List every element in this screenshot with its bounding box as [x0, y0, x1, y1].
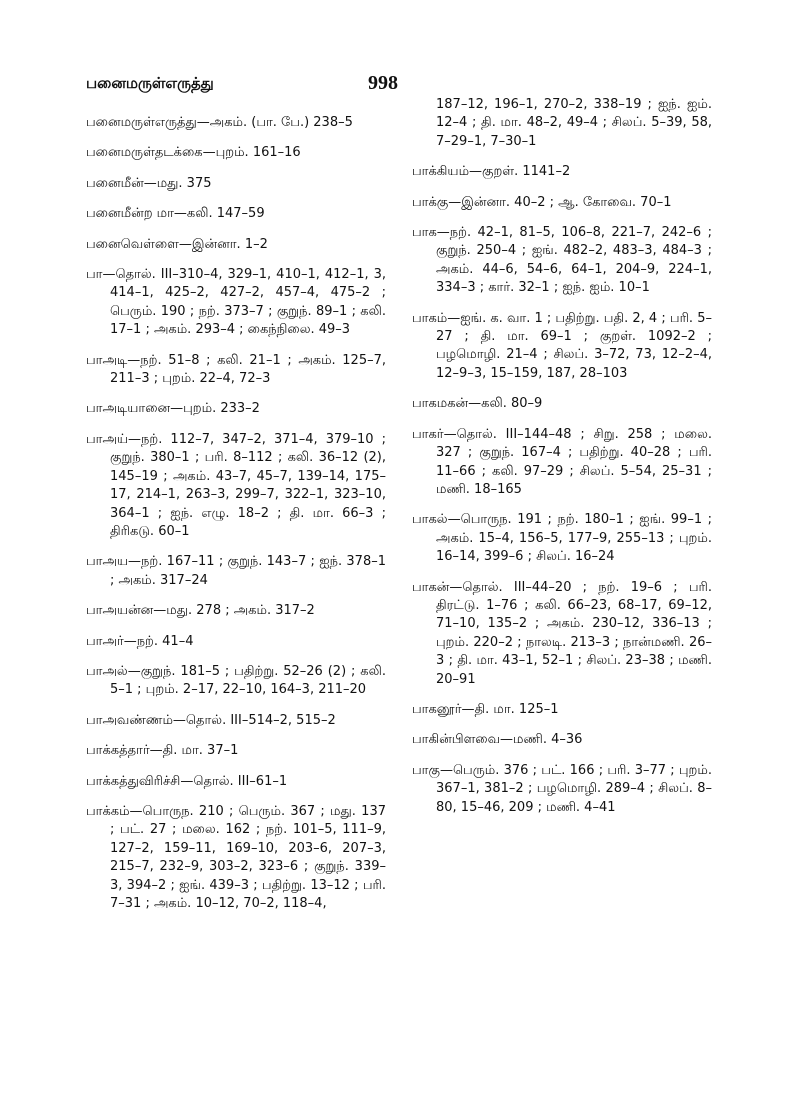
index-entry: பாக்கியம்—குறள். 1141–2 [412, 164, 571, 180]
index-entry: பாக—நற். 42–1, 81–5, 106–8, 221–7, 242–6 ; குறுந். 250–4 ; ஐங். 482–2, 483–3, 484–3 ; அகம். 44–6, 54–6, 64–1, 204–9, 224–1, 334–3 ; கார். 32–1 ; ஐந். ஐம். 10–1 [412, 225, 712, 296]
index-entry: பாஅய—நற். 167–11 ; குறுந். 143–7 ; ஐந். 378–1 ; அகம். 317–24 [86, 554, 386, 588]
index-entry: பாகு—பெரும். 376 ; பட். 166 ; பரி. 3–77 ; புறம். 367–1, 381–2 ; பழமொழி. 289–4 ; சிலப். 8–80, 15–46, 209 ; மணி. 4–41 [412, 762, 712, 815]
index-entry: பாகமகன்—கலி. 80–9 [412, 396, 543, 412]
index-entry: பா—தொல். III–310–4, 329–1, 410–1, 412–1, 3, 414–1, 425–2, 427–2, 457–4, 475–2 ; பெரும். 190 ; நற். 373–7 ; குறுந். 89–1 ; கலி. 17–1 ; அகம். 293–4 ; கைந்நிலை. 49–3 [86, 267, 386, 338]
index-entry: பனைமருள்தடக்கை—புறம். 161–16 [86, 145, 301, 161]
index-entry-continuation: 187–12, 196–1, 270–2, 338–19 ; ஐந். ஐம். 12–4 ; தி. மா. 48–2, 49–4 ; சிலப். 5–39, 58, 7–29–1, 7–30–1 [436, 97, 712, 149]
running-head: பனைமருள்எருத்து [86, 74, 214, 92]
left-column [86, 114, 386, 925]
index-entry: பாஅல்—குறுந். 181–5 ; பதிற்று. 52–26 (2) ; கலி. 5–1 ; புறம். 2–17, 22–10, 164–3, 211–20 [86, 663, 386, 698]
index-entry: பாஅய்—நற். 112–7, 347–2, 371–4, 379–10 ; குறுந். 380–1 ; பரி. 8–112 ; கலி. 36–12 (2), 145–19 ; அகம். 43–7, 45–7, 139–14, 175–17, 214–1, 263–3, 299–7, 322–1, 323–10, 364–1 ; ஐந். எழு. 18–2 ; தி. மா. 66–3 ; திரிகடு. 60–1 [86, 431, 386, 539]
index-entry: பாகம்—ஐங். க. வா. 1 ; பதிற்று. பதி. 2, 4 ; பரி. 5–27 ; தி. மா. 69–1 ; குறள். 1092–2 ; பழமொழி. 21–4 ; சிலப். 3–72, 73, 12–2–4, 12–9–3, 15–159, 187, 28–103 [412, 310, 712, 381]
index-entry: பாஅவண்ணம்—தொல். III–514–2, 515–2 [86, 712, 336, 728]
index-entry: பனைமீன்ற மா—கலி. 147–59 [86, 206, 265, 222]
index-entry: பாகன்—தொல். III–44–20 ; நற். 19–6 ; பரி. திரட்டு. 1–76 ; கலி. 66–23, 68–17, 69–12, 71–10, 135–2 ; அகம். 230–12, 336–13 ; புறம். 220–2 ; நாலடி. 213–3 ; நான்மணி. 26–3 ; தி. மா. 43–1, 52–1 ; சிலப். 23–38 ; மணி. 20–91 [412, 579, 712, 687]
index-entry: பாக்கத்தார்—தி. மா. 37–1 [86, 743, 239, 759]
index-entry: பாகர்—தொல். III–144–48 ; சிறு. 258 ; மலை. 327 ; குறுந். 167–4 ; பதிற்று. 40–28 ; பரி. 11–66 ; கலி. 97–29 ; சிலப். 5–54, 25–31 ; மணி. 18–165 [412, 426, 712, 497]
index-entry: பனைமருள்எருத்து—அகம். (பா. பே.) 238–5 [86, 115, 353, 130]
index-entry: பாக்கத்துவிரிச்சி—தொல். III–61–1 [86, 773, 288, 789]
index-entry: பாக்கம்—பொருந. 210 ; பெரும். 367 ; மது. 137 ; பட். 27 ; மலை. 162 ; நற். 101–5, 111–9, 127–2, 159–11, 169–10, 203–6, 207–3, 215–7, 232–9, 303–2, 323–6 ; குறுந். 339–3, 394–2 ; ஐங். 439–3 ; பதிற்று. 13–12 ; பரி. 7–31 ; அகம். 10–12, 70–2, 118–4, [86, 803, 386, 911]
right-column [412, 96, 712, 829]
index-entry: பனைமீன்—மது. 375 [86, 175, 212, 191]
index-entry: பாகின்பிளவை—மணி. 4–36 [412, 732, 583, 748]
page-number: 998 [368, 72, 398, 94]
index-entry: பாஅர்—நற். 41–4 [86, 633, 194, 649]
index-entry: பாகல்—பொருந. 191 ; நற். 180–1 ; ஐங். 99–1 ; அகம். 15–4, 156–5, 177–9, 255–13 ; புறம். 16–14, 399–6 ; சிலப். 16–24 [412, 512, 712, 565]
index-entry: பாஅடி—நற். 51–8 ; கலி. 21–1 ; அகம். 125–7, 211–3 ; புறம். 22–4, 72–3 [86, 352, 386, 387]
index-entry: பாஅயன்ன—மது. 278 ; அகம். 317–2 [86, 603, 315, 619]
index-entry: பாஅடியானை—புறம். 233–2 [86, 401, 260, 417]
index-entry: பாக்கு—இன்னா. 40–2 ; ஆ. கோவை. 70–1 [412, 194, 672, 210]
index-entry: பனைவெள்ளை—இன்னா. 1–2 [86, 236, 268, 252]
index-entry: பாகனூர்—தி. மா. 125–1 [412, 701, 559, 717]
